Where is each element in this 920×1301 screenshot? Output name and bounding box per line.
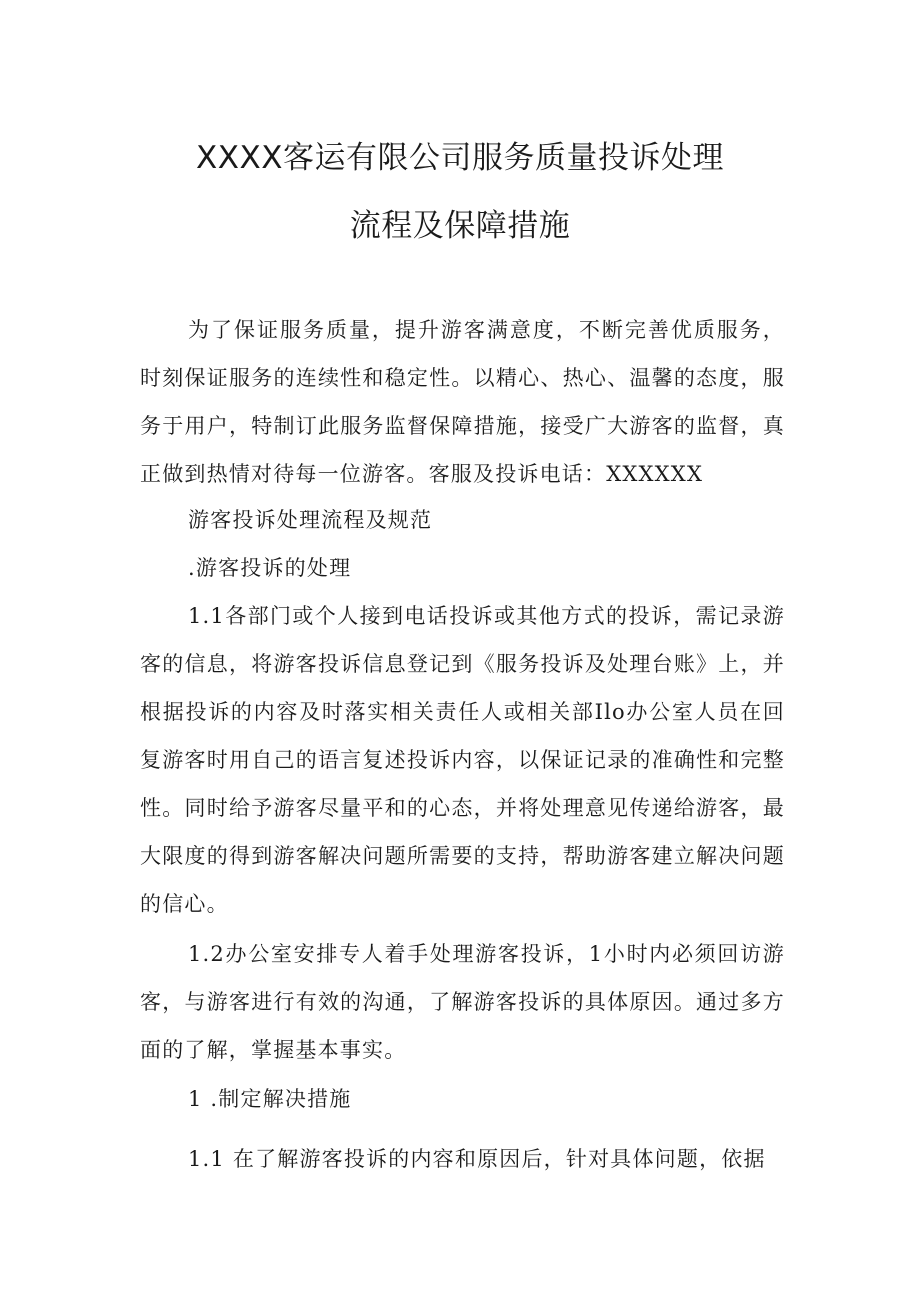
intro-paragraph: 为了保证服务质量，提升游客满意度，不断完善优质服务，时刻保证服务的连续性和稳定性。以精心、热心、温馨的态度，服务于用户，特制订此服务监督保障措施，接受广大游客的监督，真正做到热情对待每一位游客。客服及投诉电话：XXXXXX xyxy=(140,318,785,486)
paragraph-2-1: 1.1 在了解游客投诉的内容和原因后，针对具体问题，依据 xyxy=(188,1147,766,1171)
subheading-complaint-handling: .游客投诉的处理 xyxy=(188,556,352,580)
paragraph-1-2: 1.2办公室安排专人着手处理游客投诉，1小时内必须回访游客，与游客进行有效的沟通，了解游客投诉的具体原因。通过多方面的了解，掌握基本事实。 xyxy=(140,942,785,1062)
document-title-line-1: XXXX客运有限公司服务质量投诉处理 xyxy=(196,140,724,176)
document-title-line-2: 流程及保障措施 xyxy=(349,208,571,244)
paragraph-1-1: 1.1各部门或个人接到电话投诉或其他方式的投诉，需记录游客的信息，将游客投诉信息登记到《服务投诉及处理台账》上，并根据投诉的内容及时落实相关责任人或相关部Ilo办公室人员在回复游客时用自己的语言复述投诉内容，以保证记录的准确性和完整性。同时给予游客尽量平和的心态，并将处理意见传递给游客，最大限度的得到游客解决问题所需要的支持，帮助游客建立解决问题的信心。 xyxy=(140,604,785,916)
section-heading: 游客投诉处理流程及规范 xyxy=(188,508,433,532)
subheading-solution-measures: 1 .制定解决措施 xyxy=(188,1087,352,1111)
